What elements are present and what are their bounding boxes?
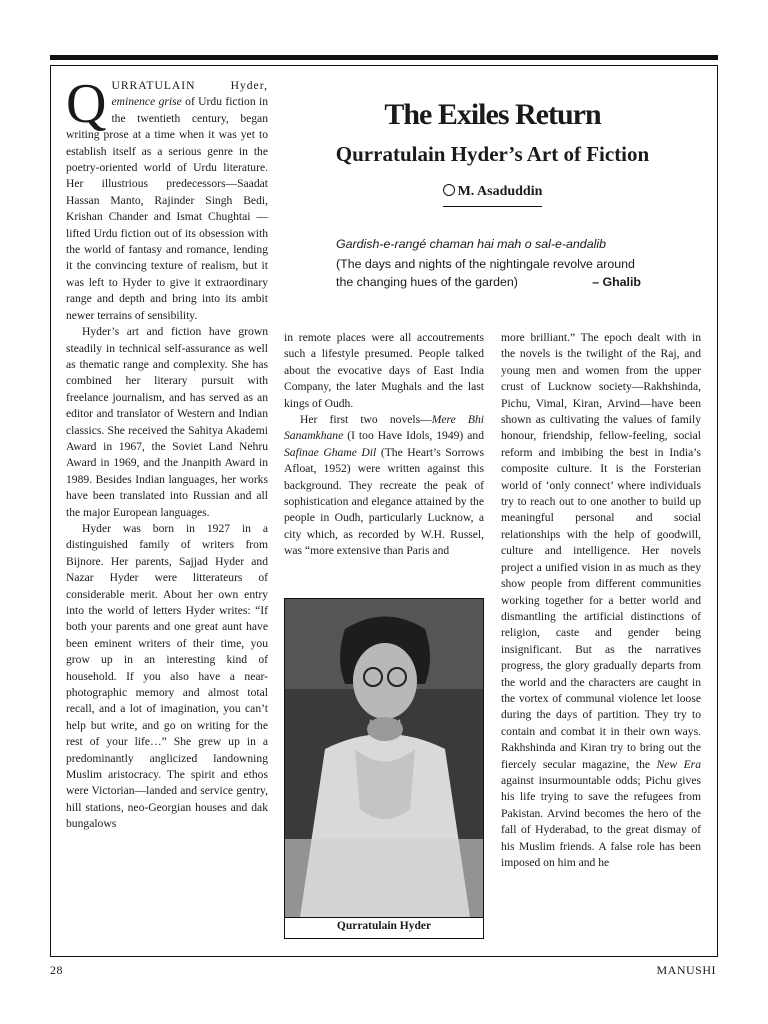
epigraph-translation-line-2	[336, 274, 656, 291]
paragraph-3: Hyder was born in 1927 in a distinguished family of writers from Bijnore. Her parents, Sajjad Hyder and Nazar Hyder were litterateurs of considerable merit. About her own entry into the world of letters Hyder writes: “If both your parents and one great aunt have been eminent writers of their time, you grow up in an interesting kind of household. If you also have a near-photographic memory and almost total recall, and a lot of imagination, you can’t help but write, and go on writing for the rest of your life…” She grew up in a predominantly anglicized landowning Muslim aristocracy. The spirit and ethos were Victorian—landed and service gentry, hill stations, neo-Georgian houses and dak bungalows	[66, 521, 268, 831]
column-1	[66, 73, 268, 833]
author-photo	[284, 598, 484, 918]
portrait-illustration	[285, 599, 483, 917]
paragraph-5	[284, 412, 484, 560]
article-subtitle: Qurratulain Hyder’s Art of Fiction	[335, 142, 650, 166]
photo-caption: Qurratulain Hyder	[284, 916, 484, 939]
paragraph-2: Hyder’s art and fiction have grown steadily in technical self-assurance as well as thematic range and complexity. She has combined her literary pursuit with freelance journalism, and has served as an editor and translator of Western and Indian classics. She received the Sahitya Akademi Award in 1967, the Soviet Land Nehru Award in 1969, and the Jnanpith Award in 1989. Besides Indian languages, her works have been translated into Russian and all the major European languages.	[66, 325, 268, 519]
italic-phrase: eminence grise	[111, 95, 182, 109]
novel-title-1: Mere Bhi Sanamkhane	[284, 413, 485, 443]
article-title: The Exiles Return	[384, 98, 601, 131]
epigraph-translation-text: the changing hues of the garden)	[336, 274, 518, 289]
column-2	[284, 330, 484, 560]
page-number: 28	[50, 963, 63, 977]
text-run: (The Heart’s Sorrows Afloat, 1952) were written against this background. They recreate the peak of sophistication and elegance attained by the people in Oudh, particularly Lucknow, a city which, as recorded by W.H. Russel, was “more extensive than Paris and	[284, 445, 485, 558]
byline	[443, 184, 543, 207]
epigraph-attribution: – Ghalib	[592, 274, 641, 289]
circle-bullet-icon	[443, 184, 455, 196]
magazine-title: New Era	[656, 757, 701, 771]
epigraph	[336, 236, 656, 291]
magazine-name: MANUSHI	[656, 963, 716, 977]
epigraph-translation-line-1: (The days and nights of the nightingale revolve around	[336, 257, 635, 272]
text-run: more brilliant.” The epoch dealt with in the novels is the twilight of the Raj, and young men and women from the upper crust of Lucknow society—Rakhshinda, Pichu, Vimal, Kiran, Arvind—have been shown as cultivating the values of family honour, friendship, fellow-feeling, social reform and imbibing the best in India’s composite culture. It is the Forsterian world of ‘only connect’ where individuals try to reach out to one another to build up meaningful personal and social relationships with the help of goodwill, culture and intelligence. Her novels project a unified vision in as much as they show people from different communities working together for a better world and dismantling the artificial distinctions of religion, caste and gender being insignificant. But as the narratives progress, the glory gradually departs from the world and the characters are caught in the vortex of communal violence let loose during the days of partition. They try to contain and combat it in their own ways. Rakhshinda and Kiran try to bring out the fiercely secular magazine, the	[501, 331, 701, 771]
text-run: Her first two novels—	[300, 413, 432, 427]
paragraph-1	[66, 73, 268, 324]
epigraph-urdu-line: Gardish-e-rangé chaman hai mah o sal-e-andalib	[336, 237, 606, 251]
drop-cap: Q	[66, 73, 107, 135]
top-rule	[50, 55, 718, 60]
opening-caps: URRATULAIN Hyder,	[111, 79, 268, 92]
title-block	[290, 96, 695, 207]
text-run: (I too Have Idols, 1949) and	[343, 429, 484, 443]
column-3	[501, 330, 701, 871]
text-run: against insurmountable odds; Pichu gives his life trying to save the refugees from Pakistan. Arvind becomes the hero of the fall of Hyderabad, to the great dismay of his Muslim friends. A false role has been imposed on him and he	[501, 773, 701, 869]
novel-title-2: Safinae Ghame Dil	[284, 445, 377, 459]
author-name: M. Asaduddin	[457, 184, 543, 199]
byline-wrap	[290, 182, 695, 207]
paragraph-1-text: of Urdu fiction in the twentieth century, began writing prose at a time when it was yet to establish itself as a serious genre in the poetry-oriented world of Urdu literature. Her illustrious predecessors—Saadat Hassan Manto, Rajinder Singh Bedi, Krishan Chander and Ismat Chughtai —lifted Urdu fiction out of its obsession with the world of fantasy and romance, lending it the convincing texture of realism, but it was left to Hyder to give it extraordinary range and depth and bring into its ambit newer terrains of sensibility.	[66, 95, 268, 322]
paragraph-6	[501, 330, 701, 871]
paragraph-4: in remote places were all accoutrements such a lifestyle presumed. People talked about the evocative days of East India Company, the later Mughals and the last kings of Oudh.	[284, 331, 484, 410]
